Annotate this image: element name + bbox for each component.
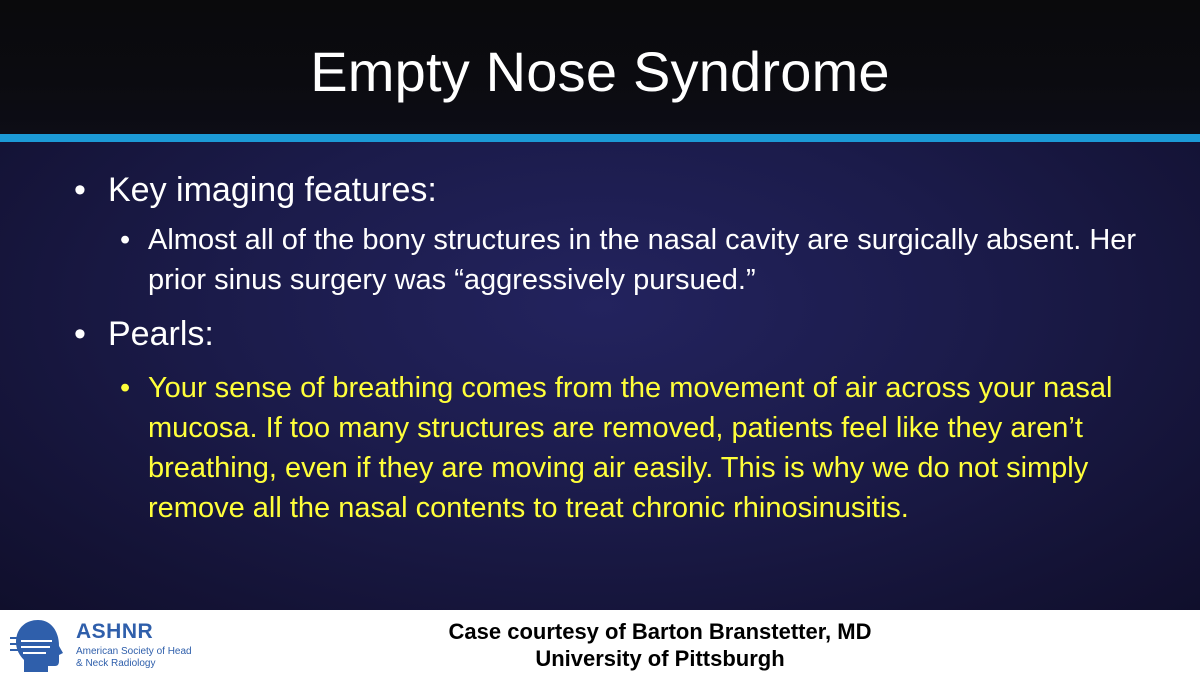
- section-heading: Key imaging features:: [108, 171, 437, 209]
- logo-subtitle: American Society of Head & Neck Radiology: [76, 646, 192, 669]
- case-credit: [300, 618, 1020, 672]
- content-area: [0, 142, 1200, 610]
- bullet-icon: •: [120, 372, 131, 404]
- footer: [0, 610, 1200, 680]
- logo-name: ASHNR: [76, 620, 154, 643]
- bullet-icon: •: [74, 315, 86, 353]
- credit-author: Case courtesy of Barton Branstetter, MD: [448, 619, 872, 644]
- section-heading: Pearls:: [108, 315, 214, 353]
- head-profile-icon: [8, 616, 70, 674]
- subpoint-text: Your sense of breathing comes from the movement of air across your nasal mucosa. If too many structures are removed, patients feel like they aren’t breathing, even if they are moving air easily. This is why we do not simply remove all the nasal contents to treat chronic rhinosinusitis.: [148, 372, 1113, 524]
- accent-divider: [0, 134, 1200, 142]
- bullet-icon: •: [74, 171, 86, 209]
- bullet-list: [0, 142, 1200, 610]
- title-band: [0, 0, 1200, 134]
- credit-institution: University of Pittsburgh: [535, 646, 785, 671]
- ashnr-logo: [8, 616, 192, 674]
- bullet-icon: •: [120, 224, 131, 256]
- subpoint-text: Almost all of the bony structures in the nasal cavity are surgically absent. Her prior sinus surgery was “aggressively pursued.”: [148, 224, 1137, 296]
- slide-title: Empty Nose Syndrome: [310, 40, 890, 103]
